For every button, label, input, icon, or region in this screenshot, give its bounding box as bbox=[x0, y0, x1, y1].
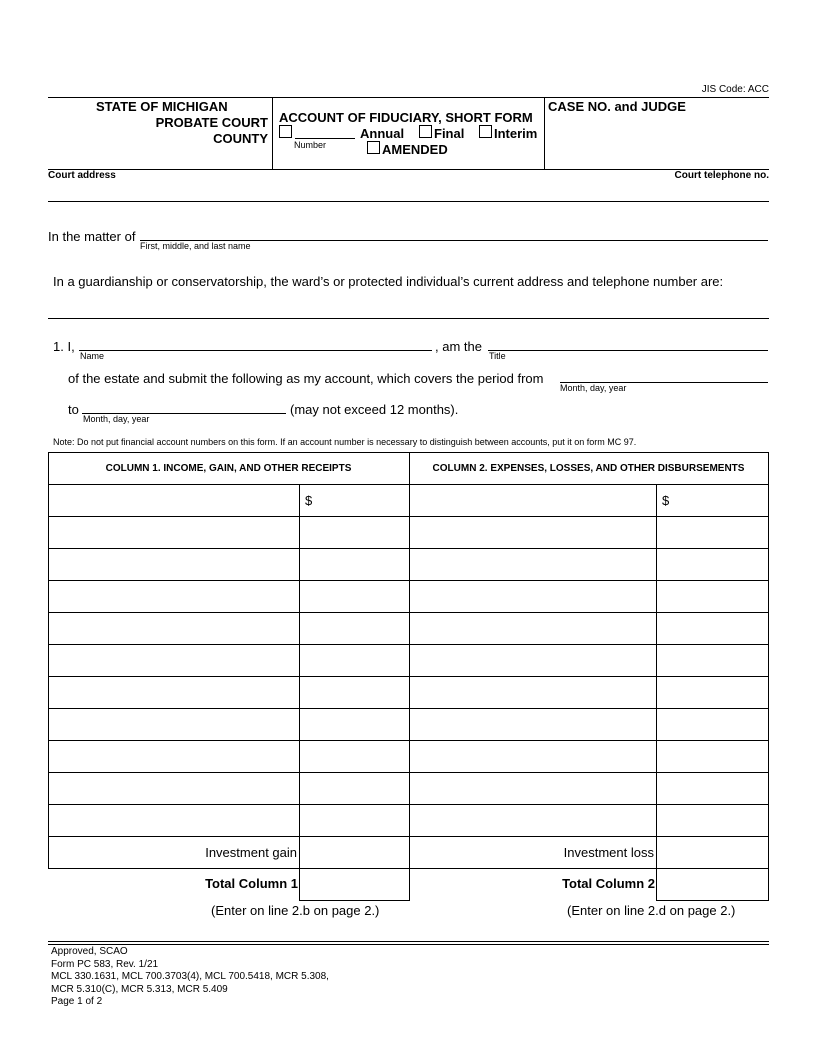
column-header-right-border bbox=[768, 452, 769, 484]
column2-description-cell bbox=[409, 708, 657, 741]
column1-amount-cell bbox=[299, 644, 410, 677]
annual-label: Annual bbox=[360, 126, 405, 141]
column1-amount-input[interactable] bbox=[300, 773, 409, 804]
annual-number-line bbox=[295, 138, 355, 139]
column1-amount-cell bbox=[299, 772, 410, 805]
column1-description-input[interactable] bbox=[49, 805, 299, 836]
header-divider-1 bbox=[272, 97, 273, 169]
am-the-label: , am the bbox=[435, 339, 482, 354]
footer-rule-2 bbox=[48, 944, 769, 945]
column1-description-cell bbox=[48, 708, 300, 741]
column2-description-cell bbox=[409, 772, 657, 805]
column1-amount-input[interactable] bbox=[300, 677, 409, 708]
column2-description-cell bbox=[409, 676, 657, 709]
column1-description-input[interactable] bbox=[49, 773, 299, 804]
jis-code: JIS Code: ACC bbox=[701, 84, 769, 95]
account-table bbox=[48, 484, 768, 900]
column2-description-cell bbox=[409, 516, 657, 549]
column1-description-input[interactable] bbox=[49, 677, 299, 708]
column1-description-input[interactable] bbox=[49, 485, 299, 516]
column2-amount-input[interactable] bbox=[657, 741, 768, 772]
column2-amount-input[interactable] bbox=[657, 485, 768, 516]
column2-amount-input[interactable] bbox=[657, 805, 768, 836]
to-hint: Month, day, year bbox=[83, 414, 150, 424]
column1-amount-input[interactable] bbox=[300, 741, 409, 772]
column2-description-input[interactable] bbox=[410, 773, 656, 804]
probate-court-label: PROBATE COURT bbox=[155, 115, 268, 130]
court-phone-input[interactable] bbox=[600, 184, 768, 200]
county-label: COUNTY bbox=[213, 131, 268, 146]
column1-amount-cell bbox=[299, 516, 410, 549]
column1-amount-cell bbox=[299, 740, 410, 773]
column1-amount-cell bbox=[299, 836, 410, 869]
column2-amount-cell bbox=[656, 868, 769, 901]
fiduciary-title-input[interactable] bbox=[490, 337, 766, 350]
column2-description-cell bbox=[409, 548, 657, 581]
column2-amount-input[interactable] bbox=[657, 709, 768, 740]
estate-text: of the estate and submit the following as my account, which covers the period from bbox=[68, 371, 544, 386]
column2-description-input[interactable] bbox=[410, 549, 656, 580]
column2-amount-cell bbox=[656, 836, 769, 869]
matter-label: In the matter of bbox=[48, 229, 136, 244]
fiduciary-name-line bbox=[79, 350, 432, 351]
column1-description-input[interactable] bbox=[49, 741, 299, 772]
column1-amount-cell bbox=[299, 484, 410, 517]
ward-address-line bbox=[48, 318, 769, 319]
period-to-input[interactable] bbox=[84, 400, 284, 413]
column1-description-input[interactable] bbox=[49, 581, 299, 612]
column2-description-cell bbox=[409, 612, 657, 645]
column1-header: COLUMN 1. INCOME, GAIN, AND OTHER RECEIPTS bbox=[105, 463, 352, 474]
column2-amount-input[interactable] bbox=[657, 517, 768, 548]
column2-amount-cell bbox=[656, 708, 769, 741]
column1-description-cell bbox=[48, 484, 300, 517]
column2-description-cell bbox=[409, 804, 657, 837]
fiduciary-name-input[interactable] bbox=[80, 337, 430, 350]
column2-description-input[interactable] bbox=[410, 581, 656, 612]
header-divider-2 bbox=[544, 97, 545, 169]
column2-description-input[interactable] bbox=[410, 517, 656, 548]
column2-amount-cell bbox=[656, 580, 769, 613]
column2-amount-input[interactable] bbox=[657, 549, 768, 580]
column2-amount-cell bbox=[656, 612, 769, 645]
column2-amount-input[interactable] bbox=[657, 773, 768, 804]
column2-amount-cell bbox=[656, 804, 769, 837]
period-from-input[interactable] bbox=[562, 369, 766, 382]
column2-description-cell bbox=[409, 484, 657, 517]
column1-amount-input[interactable] bbox=[300, 581, 409, 612]
column1-amount-input[interactable] bbox=[300, 485, 409, 516]
column1-amount-input[interactable] bbox=[300, 549, 409, 580]
column2-amount-input[interactable] bbox=[657, 645, 768, 676]
total-column1-label: Total Column 1 bbox=[205, 876, 298, 891]
total1-note: (Enter on line 2.b on page 2.) bbox=[211, 903, 380, 918]
name-hint: Name bbox=[80, 351, 105, 361]
column1-description-input[interactable] bbox=[49, 709, 299, 740]
to-label: to bbox=[68, 402, 79, 417]
currency-symbol: $ bbox=[305, 493, 313, 508]
column1-amount-cell bbox=[299, 868, 410, 901]
footer-line-1: Approved, SCAO bbox=[51, 946, 128, 957]
annual-number-input[interactable] bbox=[296, 126, 354, 138]
limit-text: (may not exceed 12 months). bbox=[290, 402, 459, 417]
total2-note: (Enter on line 2.d on page 2.) bbox=[567, 903, 736, 918]
column2-amount-cell bbox=[656, 644, 769, 677]
footer-line-5: Page 1 of 2 bbox=[51, 996, 103, 1007]
amended-checkbox[interactable] bbox=[367, 141, 380, 154]
investment-gain-input[interactable] bbox=[300, 837, 409, 868]
total-column2-label: Total Column 2 bbox=[562, 876, 655, 891]
column1-amount-input[interactable] bbox=[300, 613, 409, 644]
column2-description-input[interactable] bbox=[410, 485, 656, 516]
case-no-label: CASE NO. and JUDGE bbox=[548, 99, 686, 114]
matter-hint: First, middle, and last name bbox=[140, 241, 251, 251]
court-phone-label: Court telephone no. bbox=[674, 170, 769, 181]
note-text: Note: Do not put financial account numbers on this form. If an account number is necessary to distinguish between accounts, put it on form MC 97. bbox=[53, 437, 637, 447]
column1-amount-input[interactable] bbox=[300, 645, 409, 676]
column2-description-input[interactable] bbox=[410, 805, 656, 836]
court-address-rule bbox=[48, 201, 769, 202]
column1-amount-input[interactable] bbox=[300, 709, 409, 740]
column1-description-cell bbox=[48, 516, 300, 549]
column1-description-cell bbox=[48, 740, 300, 773]
column2-amount-cell bbox=[656, 676, 769, 709]
title-hint: Title bbox=[489, 351, 506, 361]
column1-description-input[interactable] bbox=[49, 549, 299, 580]
interim-label: Interim bbox=[494, 126, 538, 141]
column2-amount-cell bbox=[656, 740, 769, 773]
item1-prefix: 1. I, bbox=[53, 339, 75, 354]
total-label-cell-2 bbox=[409, 868, 657, 901]
footer-line-4: MCR 5.310(C), MCR 5.313, MCR 5.409 bbox=[51, 983, 228, 995]
column1-description-cell bbox=[48, 580, 300, 613]
column1-description-cell bbox=[48, 804, 300, 837]
column2-description-input[interactable] bbox=[410, 709, 656, 740]
footer-rule-1 bbox=[48, 941, 769, 942]
column1-amount-cell bbox=[299, 580, 410, 613]
investment-loss-input[interactable] bbox=[657, 837, 768, 868]
amended-label: AMENDED bbox=[382, 142, 448, 157]
header-top-rule bbox=[48, 97, 769, 98]
column2-amount-cell bbox=[656, 484, 769, 517]
investment-gain-label: Investment gain bbox=[205, 845, 297, 860]
number-hint: Number bbox=[294, 140, 327, 150]
ward-address-input[interactable] bbox=[48, 302, 768, 317]
total-column1-input[interactable] bbox=[300, 869, 409, 900]
column1-description-cell bbox=[48, 548, 300, 581]
column2-amount-cell bbox=[656, 548, 769, 581]
column2-description-input[interactable] bbox=[410, 741, 656, 772]
form-title: ACCOUNT OF FIDUCIARY, SHORT FORM bbox=[279, 110, 533, 125]
column1-description-input[interactable] bbox=[49, 645, 299, 676]
column1-amount-cell bbox=[299, 612, 410, 645]
total-column2-input[interactable] bbox=[657, 869, 768, 900]
column1-amount-cell bbox=[299, 548, 410, 581]
court-address-label: Court address bbox=[48, 170, 116, 181]
column2-description-cell bbox=[409, 580, 657, 613]
header-bottom-rule bbox=[48, 169, 769, 170]
guardianship-text: In a guardianship or conservatorship, the ward’s or protected individual’s current address and telephone number are: bbox=[53, 274, 724, 289]
column1-amount-cell bbox=[299, 676, 410, 709]
column1-amount-input[interactable] bbox=[300, 805, 409, 836]
matter-name-input[interactable] bbox=[142, 226, 766, 240]
investment-label-cell-2 bbox=[409, 836, 657, 869]
column2-description-cell bbox=[409, 740, 657, 773]
case-no-input[interactable] bbox=[550, 120, 764, 164]
court-address-input[interactable] bbox=[48, 184, 588, 200]
currency-symbol: $ bbox=[662, 493, 670, 508]
column2-amount-input[interactable] bbox=[657, 613, 768, 644]
final-label: Final bbox=[434, 126, 465, 141]
footer-line-3: MCL 330.1631, MCL 700.3703(4), MCL 700.5418, MCR 5.308, bbox=[51, 971, 329, 982]
final-checkbox[interactable] bbox=[419, 125, 432, 138]
column2-header: COLUMN 2. EXPENSES, LOSSES, AND OTHER DISBURSEMENTS bbox=[432, 463, 745, 474]
column1-amount-cell bbox=[299, 708, 410, 741]
column2-amount-input[interactable] bbox=[657, 677, 768, 708]
column2-description-cell bbox=[409, 644, 657, 677]
annual-checkbox[interactable] bbox=[279, 125, 292, 138]
column1-description-cell bbox=[48, 676, 300, 709]
column2-amount-input[interactable] bbox=[657, 581, 768, 612]
interim-checkbox[interactable] bbox=[479, 125, 492, 138]
total-label-cell-1 bbox=[48, 868, 300, 901]
column1-description-cell bbox=[48, 772, 300, 805]
column2-description-input[interactable] bbox=[410, 677, 656, 708]
column2-amount-cell bbox=[656, 516, 769, 549]
column2-amount-cell bbox=[656, 772, 769, 805]
column1-description-cell bbox=[48, 612, 300, 645]
column1-description-input[interactable] bbox=[49, 517, 299, 548]
column1-amount-input[interactable] bbox=[300, 517, 409, 548]
column1-amount-cell bbox=[299, 804, 410, 837]
state-label: STATE OF MICHIGAN bbox=[96, 99, 228, 114]
column1-description-cell bbox=[48, 644, 300, 677]
column1-description-input[interactable] bbox=[49, 613, 299, 644]
footer-block bbox=[51, 946, 329, 1009]
column2-description-input[interactable] bbox=[410, 645, 656, 676]
column2-description-input[interactable] bbox=[410, 613, 656, 644]
investment-loss-label: Investment loss bbox=[563, 845, 654, 860]
from-hint: Month, day, year bbox=[560, 383, 627, 393]
investment-label-cell-1 bbox=[48, 836, 300, 869]
footer-line-2: Form PC 583, Rev. 1/21 bbox=[51, 958, 159, 970]
title-line bbox=[488, 350, 768, 351]
